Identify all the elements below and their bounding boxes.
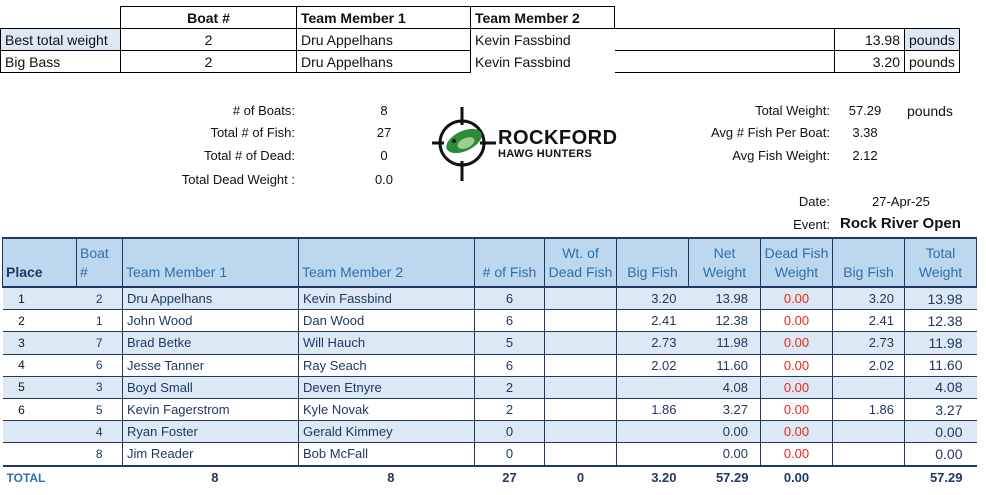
- cell-member1: John Wood: [123, 310, 299, 332]
- cell-boat: 8: [77, 443, 123, 466]
- cell-dead-wt: [545, 421, 617, 443]
- table-row: [3, 376, 977, 398]
- cell-dead-fish-weight: 0.00: [761, 332, 833, 354]
- header-boat: Boat #: [77, 238, 123, 287]
- event-name: Rock River Open: [840, 215, 961, 232]
- summary-member2: Kevin Fassbind: [471, 51, 615, 73]
- cell-big-fish-2: 2.73: [833, 332, 905, 354]
- cell-member2: Kyle Novak: [299, 398, 475, 420]
- stat-avg-fish-value: 3.38: [852, 125, 878, 140]
- stat-fish-value: 27: [376, 125, 392, 140]
- results-header-row: [3, 238, 977, 287]
- summary-row: [1, 51, 960, 73]
- cell-member1: Dru Appelhans: [123, 287, 299, 310]
- logo-line1: ROCKFORD: [498, 127, 618, 149]
- cell-big-fish: 1.86: [617, 398, 689, 420]
- cell-big-fish-2: 2.41: [833, 310, 905, 332]
- cell-member2: Kevin Fassbind: [299, 287, 475, 310]
- cell-member1: Jim Reader: [123, 443, 299, 466]
- rockford-hawg-hunters-logo: [428, 103, 618, 186]
- summary-header-member2: Team Member 2: [471, 7, 615, 29]
- cell-num-fish: 2: [475, 398, 545, 420]
- cell-total-weight: 11.60: [905, 354, 977, 376]
- summary-table: [0, 6, 960, 73]
- summary-member1: Dru Appelhans: [297, 29, 471, 51]
- header-place: Place: [3, 238, 77, 287]
- totals-big-fish-2: [833, 466, 905, 489]
- stat-total-weight-value: 57.29: [848, 103, 882, 118]
- summary-label: Big Bass: [1, 51, 121, 73]
- cell-big-fish-2: [833, 376, 905, 398]
- cell-net-weight: 0.00: [689, 443, 761, 466]
- cell-net-weight: 12.38: [689, 310, 761, 332]
- summary-header-row: [1, 7, 960, 29]
- summary-boat: 2: [121, 51, 297, 73]
- cell-big-fish-2: 3.20: [833, 287, 905, 310]
- cell-dead-wt: [545, 310, 617, 332]
- cell-big-fish-2: 1.86: [833, 398, 905, 420]
- table-row: [3, 421, 977, 443]
- stat-avg-weight-label: Avg Fish Weight:: [732, 148, 830, 163]
- totals-dead-wt: 0: [545, 466, 617, 489]
- totals-label: TOTAL: [3, 466, 77, 489]
- totals-member2-count: 8: [299, 466, 475, 489]
- cell-total-weight: 11.98: [905, 332, 977, 354]
- cell-place: 2: [3, 310, 77, 332]
- cell-num-fish: 6: [475, 354, 545, 376]
- stat-boats-label: # of Boats:: [232, 103, 295, 118]
- cell-num-fish: 6: [475, 287, 545, 310]
- summary-row: [1, 29, 960, 51]
- stat-avg-weight-value: 2.12: [852, 148, 878, 163]
- header-big-fish: Big Fish: [617, 238, 689, 287]
- totals-fish: 27: [475, 466, 545, 489]
- cell-member2: Will Hauch: [299, 332, 475, 354]
- cell-dead-wt: [545, 376, 617, 398]
- cell-boat: 2: [77, 287, 123, 310]
- table-row: [3, 332, 977, 354]
- cell-big-fish-2: [833, 443, 905, 466]
- summary-header-boat: Boat #: [121, 7, 297, 29]
- cell-dead-fish-weight: 0.00: [761, 310, 833, 332]
- table-row: [3, 287, 977, 310]
- cell-dead-fish-weight: 0.00: [761, 443, 833, 466]
- stat-boats-value: 8: [380, 103, 388, 118]
- date-label: Date:: [798, 194, 830, 209]
- table-row: [3, 398, 977, 420]
- cell-num-fish: 2: [475, 376, 545, 398]
- cell-member1: Jesse Tanner: [123, 354, 299, 376]
- cell-dead-wt: [545, 332, 617, 354]
- cell-member1: Boyd Small: [123, 376, 299, 398]
- stat-deadweight-label: Total Dead Weight :: [181, 172, 295, 187]
- stat-deadweight-value: 0.0: [374, 172, 394, 187]
- cell-place: 4: [3, 354, 77, 376]
- cell-big-fish: [617, 443, 689, 466]
- stat-dead-label: Total # of Dead:: [203, 148, 295, 163]
- cell-dead-wt: [545, 287, 617, 310]
- summary-member1: Dru Appelhans: [297, 51, 471, 73]
- cell-total-weight: 13.98: [905, 287, 977, 310]
- cell-big-fish: 2.73: [617, 332, 689, 354]
- table-row: [3, 354, 977, 376]
- cell-net-weight: 3.27: [689, 398, 761, 420]
- cell-num-fish: 6: [475, 310, 545, 332]
- header-num-fish: # of Fish: [475, 238, 545, 287]
- totals-boat-count: 8: [123, 466, 299, 489]
- summary-label: Best total weight: [1, 29, 121, 51]
- summary-member2: Kevin Fassbind: [471, 29, 615, 51]
- cell-total-weight: 0.00: [905, 443, 977, 466]
- cell-big-fish-2: [833, 421, 905, 443]
- totals-boat: [77, 466, 123, 489]
- cell-num-fish: 0: [475, 421, 545, 443]
- stat-dead-value: 0: [380, 148, 388, 163]
- cell-net-weight: 0.00: [689, 421, 761, 443]
- cell-net-weight: 13.98: [689, 287, 761, 310]
- cell-member2: Bob McFall: [299, 443, 475, 466]
- cell-member1: Ryan Foster: [123, 421, 299, 443]
- summary-header-member1: Team Member 1: [297, 7, 471, 29]
- summary-unit: pounds: [905, 29, 960, 51]
- logo-line2: HAWG HUNTERS: [498, 148, 593, 160]
- cell-total-weight: 4.08: [905, 376, 977, 398]
- cell-total-weight: 12.38: [905, 310, 977, 332]
- cell-big-fish: 2.41: [617, 310, 689, 332]
- results-table: [2, 237, 977, 489]
- header-total-weight: Total Weight: [905, 238, 977, 287]
- cell-dead-fish-weight: 0.00: [761, 398, 833, 420]
- cell-boat: 7: [77, 332, 123, 354]
- totals-net: 57.29: [689, 466, 761, 489]
- cell-boat: 1: [77, 310, 123, 332]
- cell-boat: 6: [77, 354, 123, 376]
- cell-big-fish: [617, 376, 689, 398]
- cell-member1: Brad Betke: [123, 332, 299, 354]
- cell-member2: Dan Wood: [299, 310, 475, 332]
- summary-boat: 2: [121, 29, 297, 51]
- table-row: [3, 310, 977, 332]
- totals-big-fish: 3.20: [617, 466, 689, 489]
- header-net-weight: Net Weight: [689, 238, 761, 287]
- totals-total-weight: 57.29: [905, 466, 977, 489]
- header-big-fish-2: Big Fish: [833, 238, 905, 287]
- cell-dead-wt: [545, 443, 617, 466]
- cell-place: 3: [3, 332, 77, 354]
- header-member2: Team Member 2: [299, 238, 475, 287]
- cell-boat: 3: [77, 376, 123, 398]
- cell-member1: Kevin Fagerstrom: [123, 398, 299, 420]
- cell-num-fish: 0: [475, 443, 545, 466]
- table-row: [3, 443, 977, 466]
- cell-member2: Ray Seach: [299, 354, 475, 376]
- cell-place: 5: [3, 376, 77, 398]
- header-member1: Team Member 1: [123, 238, 299, 287]
- header-dead-wt: Wt. of Dead Fish: [545, 238, 617, 287]
- cell-num-fish: 5: [475, 332, 545, 354]
- summary-value: 13.98: [835, 29, 905, 51]
- cell-place: 6: [3, 398, 77, 420]
- cell-net-weight: 11.60: [689, 354, 761, 376]
- cell-dead-fish-weight: 0.00: [761, 354, 833, 376]
- cell-boat: 5: [77, 398, 123, 420]
- summary-unit: pounds: [905, 51, 960, 73]
- cell-dead-fish-weight: 0.00: [761, 421, 833, 443]
- header-dead-fish-weight: Dead Fish Weight: [761, 238, 833, 287]
- stat-fish-label: Total # of Fish:: [210, 125, 295, 140]
- stat-total-weight-label: Total Weight:: [755, 103, 830, 118]
- cell-big-fish: 2.02: [617, 354, 689, 376]
- totals-row: [3, 466, 977, 489]
- totals-dead-fish-weight: 0.00: [761, 466, 833, 489]
- event-label: Event:: [793, 217, 830, 232]
- cell-total-weight: 0.00: [905, 421, 977, 443]
- cell-big-fish-2: 2.02: [833, 354, 905, 376]
- cell-boat: 4: [77, 421, 123, 443]
- cell-place: 1: [3, 287, 77, 310]
- cell-big-fish: 3.20: [617, 287, 689, 310]
- cell-dead-fish-weight: 0.00: [761, 287, 833, 310]
- cell-member2: Deven Etnyre: [299, 376, 475, 398]
- cell-member2: Gerald Kimmey: [299, 421, 475, 443]
- cell-net-weight: 4.08: [689, 376, 761, 398]
- date-value: 27-Apr-25: [872, 194, 930, 209]
- stat-total-weight-unit: pounds: [907, 103, 953, 119]
- cell-dead-wt: [545, 398, 617, 420]
- summary-value: 3.20: [835, 51, 905, 73]
- cell-total-weight: 3.27: [905, 398, 977, 420]
- cell-dead-fish-weight: 0.00: [761, 376, 833, 398]
- cell-dead-wt: [545, 354, 617, 376]
- cell-big-fish: [617, 421, 689, 443]
- cell-place: [3, 443, 77, 466]
- cell-place: [3, 421, 77, 443]
- cell-net-weight: 11.98: [689, 332, 761, 354]
- stat-avg-fish-label: Avg # Fish Per Boat:: [711, 125, 830, 140]
